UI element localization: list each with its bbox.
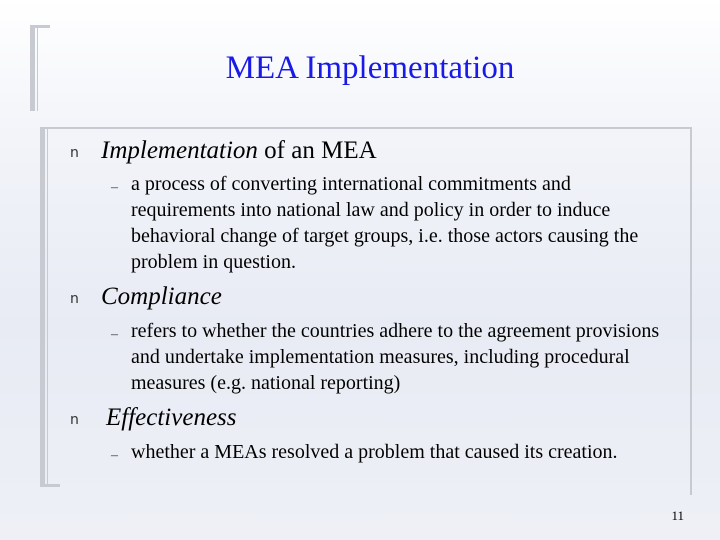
heading-italic: Implementation (101, 137, 258, 164)
heading-italic: Effectiveness (106, 404, 237, 431)
body-frame-line (40, 484, 60, 487)
bullet-heading (106, 404, 237, 432)
body-frame-line (40, 127, 45, 485)
page-number: 11 (671, 508, 684, 523)
bullet-icon: n (70, 412, 79, 428)
sub-bullet-text: whether a MEAs resolved a problem that caused its creation. (131, 441, 618, 463)
sub-bullet-text: a process of converting international commitments and requirements into national law and policy in order to induce behavioral change of target groups, i.e. those actors causing the problem in question. (131, 173, 639, 273)
heading-italic: Compliance (101, 283, 222, 310)
body-frame-line (690, 127, 692, 495)
body-frame-line (47, 127, 48, 485)
title-frame-line (37, 25, 38, 111)
dash-icon: – (111, 180, 118, 195)
bullet-icon: n (70, 145, 79, 161)
slide-title: MEA Implementation (225, 50, 515, 86)
title-frame-line (30, 25, 35, 111)
heading-rest: of an MEA (257, 137, 377, 164)
bullet-heading (101, 283, 222, 311)
sub-bullet-text: refers to whether the countries adhere to the agreement provisions and undertake implementation measures, including procedural measures (e.g. national reporting) (131, 320, 660, 394)
title-frame-line (30, 25, 50, 28)
bullet-heading (101, 137, 377, 165)
dash-icon: – (111, 448, 118, 463)
bullet-icon: n (70, 291, 79, 307)
body-frame-line (40, 127, 691, 129)
dash-icon: – (111, 327, 118, 342)
